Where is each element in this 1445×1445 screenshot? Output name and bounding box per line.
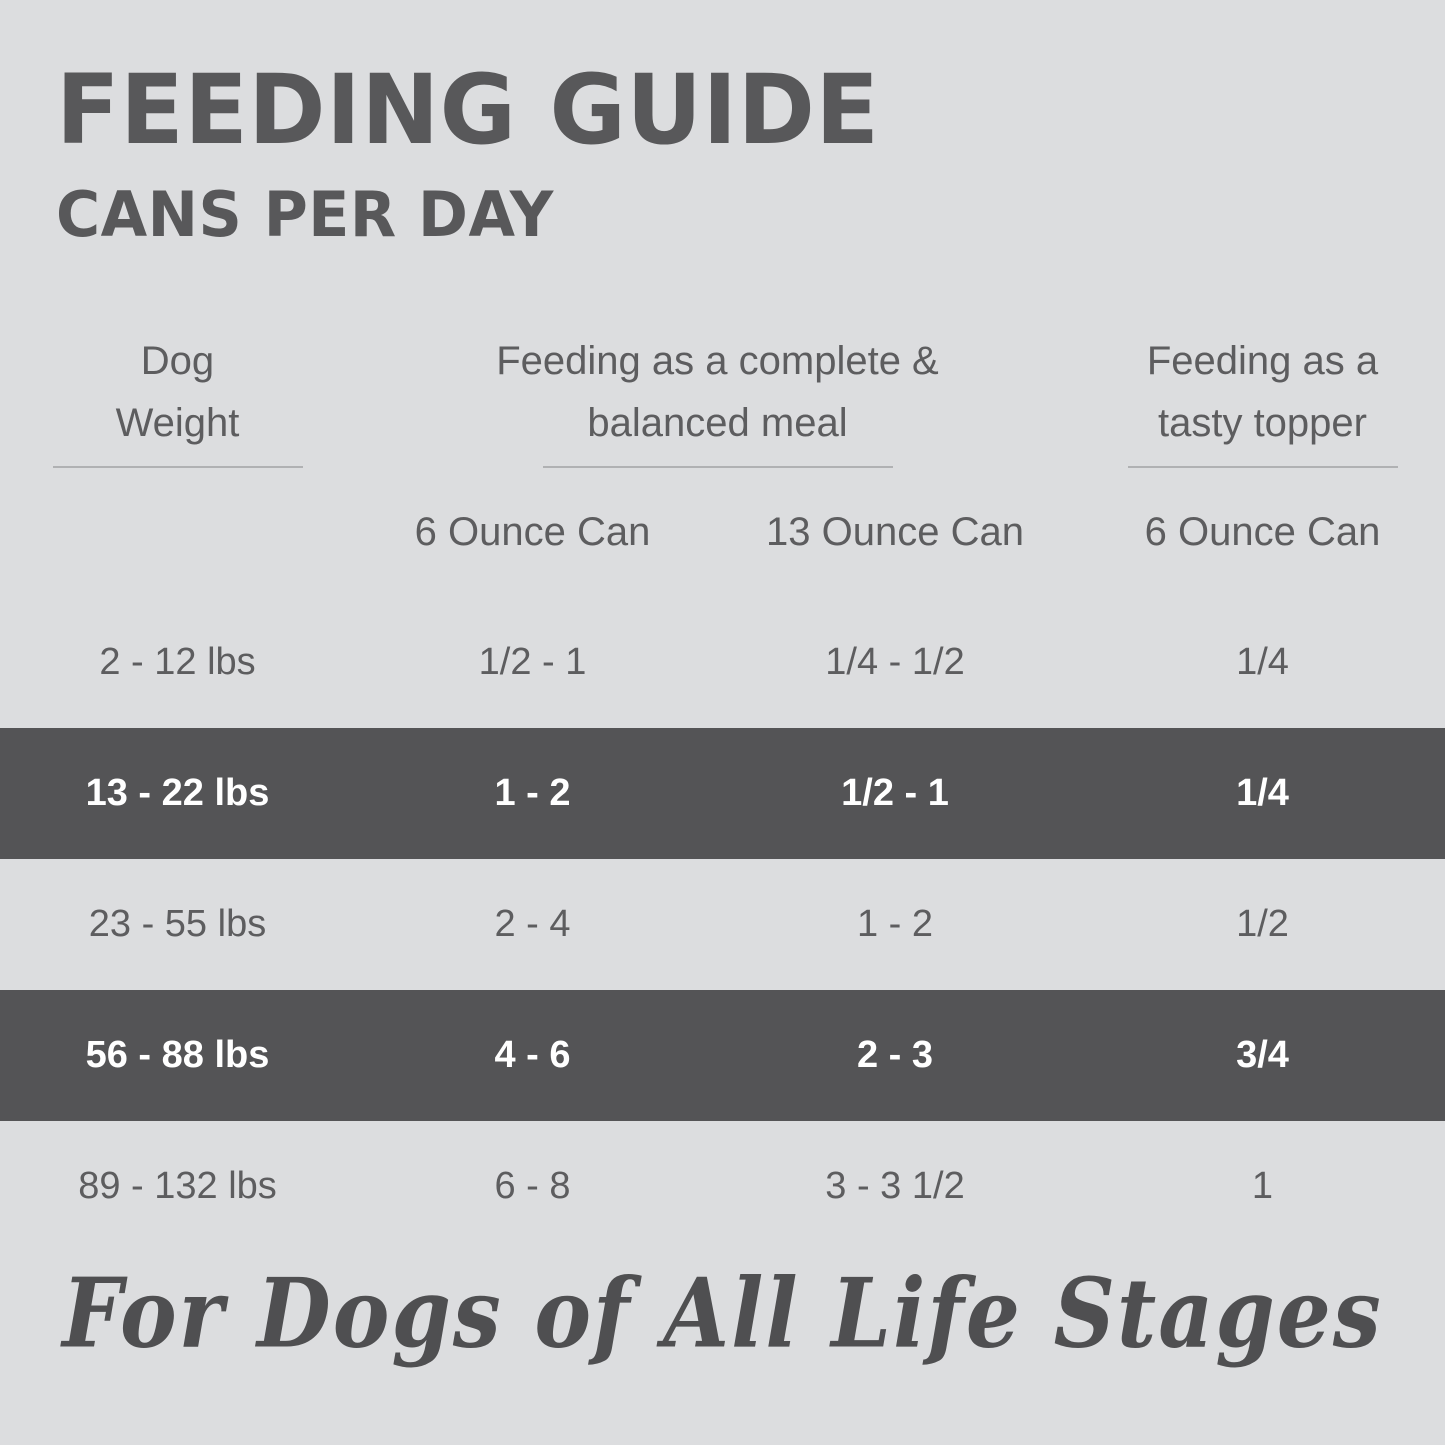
group-header-topper-line2: tasty topper [1157,401,1367,445]
group-header-dog-weight-line2: Weight [115,401,240,445]
cell-meal-6oz: 6 - 8 [494,1165,571,1207]
cell-meal-6oz: 4 - 6 [494,1034,571,1076]
cell-weight: 56 - 88 lbs [85,1034,270,1076]
cell-topper-6oz: 1/2 [1236,903,1289,945]
group-header-dog-weight-line1: Dog [140,339,215,383]
feeding-table [0,330,1445,1252]
table-group-header-row [0,330,1445,468]
cell-meal-6oz: 2 - 4 [494,903,571,945]
subheader-gap [0,555,1445,597]
cell-meal-13oz: 1/4 - 1/2 [825,641,965,683]
cell-meal-6oz: 1 - 2 [494,772,571,814]
cell-topper-6oz: 1/4 [1236,772,1289,814]
cell-weight: 2 - 12 lbs [99,641,256,683]
group-header-meal-line2: balanced meal [587,401,848,445]
group-header-rule-topper [1128,466,1398,468]
cell-weight: 13 - 22 lbs [85,772,270,814]
table-row [0,597,1445,728]
cell-meal-6oz: 1/2 - 1 [478,641,587,683]
page-title: FEEDING GUIDE [56,54,880,166]
cell-meal-13oz: 3 - 3 1/2 [825,1165,965,1207]
group-header-rule-meal [543,466,893,468]
subheader-meal-13oz: 13 Ounce Can [766,510,1024,554]
table-row [0,859,1445,990]
cell-weight: 23 - 55 lbs [88,903,267,945]
subheader-spacer [0,510,355,555]
table-row [0,990,1445,1121]
group-header-dog-weight [0,330,355,468]
title-block [0,0,1445,251]
subheader-topper-6oz: 6 Ounce Can [1144,510,1381,554]
subheader-meal-6oz: 6 Ounce Can [414,510,651,554]
cell-meal-13oz: 2 - 3 [856,1034,934,1076]
page-subtitle: CANS PER DAY [56,178,554,251]
table-row [0,1121,1445,1252]
group-header-rule-weight [53,466,303,468]
group-header-meal-line1: Feeding as a complete & [496,339,939,383]
cell-topper-6oz: 1 [1251,1165,1274,1207]
cell-topper-6oz: 3/4 [1236,1034,1289,1076]
cell-meal-13oz: 1/2 - 1 [841,772,949,814]
footer-tagline: For Dogs of All Life Stages [62,1258,1383,1370]
table-subheader-row [0,510,1445,555]
table-row [0,728,1445,859]
cell-weight: 89 - 132 lbs [78,1165,277,1207]
group-header-topper-line1: Feeding as a [1146,339,1379,383]
cell-meal-13oz: 1 - 2 [856,903,934,945]
group-header-tasty-topper [1080,330,1445,468]
group-header-complete-meal [355,330,1080,468]
cell-topper-6oz: 1/4 [1236,641,1289,683]
